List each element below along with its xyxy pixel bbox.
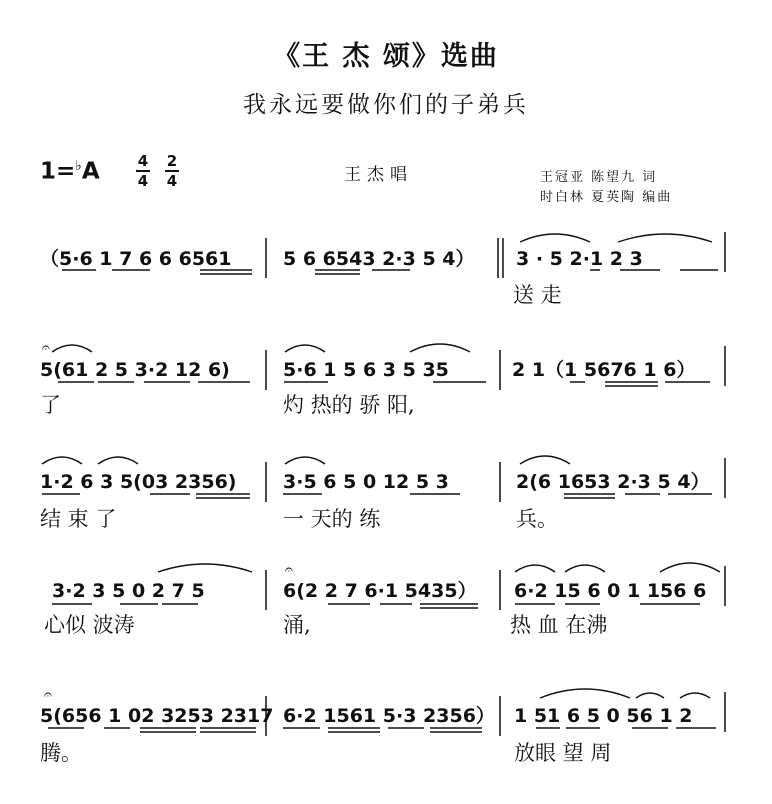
lyric-5-1: 腾。 [40, 741, 82, 765]
lyric-2-1: 了 [40, 393, 61, 417]
lyric-1-3: 送 走 [513, 283, 562, 307]
measure-1-1: （5·6 1 7 6 6 6561 [40, 248, 232, 270]
measure-4-1: 3·2 3 5 0 2 7 5 [52, 580, 205, 602]
slurs [520, 234, 712, 242]
score-row-1 [40, 232, 725, 307]
measure-5-1: 5(656 1 02 3253 2317 [40, 705, 274, 727]
measure-1-2: 5 6 6543 2·3 5 4） [283, 248, 475, 270]
time-sig-bottom: 4 [166, 172, 178, 190]
score-row-4 [44, 562, 725, 637]
measure-4-2: 6(2 2 7 6·1 5435） [283, 580, 477, 602]
lyric-4-3: 热 血 在沸 [510, 613, 608, 637]
composer-credit: 时白林 夏英陶 编曲 [540, 190, 673, 205]
underlines [58, 382, 710, 386]
lyric-3-2: 一 天的 练 [283, 507, 381, 531]
measure-3-1: 1·2 6 3 5(03 2356) [40, 471, 237, 493]
slurs [540, 689, 710, 698]
lyric-3-1: 结 束 了 [40, 507, 117, 531]
fermata-icon: 𝄐 [44, 687, 52, 703]
slurs [52, 344, 470, 352]
score-row-3 [40, 456, 725, 531]
flat-sign: ♭ [75, 158, 82, 174]
lyric-4-1: 心似 波涛 [44, 613, 135, 637]
measure-5-3: 1 51 6 5 0 56 1 2 [514, 705, 693, 727]
fermata-icon: 𝄐 [42, 340, 50, 356]
measure-1-3: 3 · 5 2·1 2 3 [516, 248, 643, 270]
score-row-2 [40, 340, 725, 417]
slurs [158, 563, 720, 572]
measure-3-2: 3·5 6 5 0 12 5 3 [283, 471, 449, 493]
lyricist-credit: 王冠亚 陈望九 词 [540, 170, 658, 185]
key-prefix: 1= [40, 158, 76, 185]
singer-credit: 王杰唱 [344, 165, 413, 185]
measure-2-2: 5·6 1 5 6 3 5 35 [283, 359, 449, 381]
measure-2-3: 2 1（1 5676 1 6） [512, 359, 696, 381]
lyric-2-2: 灼 热的 骄 阳, [283, 393, 415, 417]
measure-2-1: 5(61 2 5 3·2 12 6) [40, 359, 230, 381]
fermata-icon: 𝄐 [285, 562, 293, 578]
lyric-4-2: 涌, [283, 613, 311, 637]
time-sig-top: 2 [166, 152, 178, 170]
underlines [62, 270, 718, 274]
key-note: A [81, 158, 100, 185]
score-row-5 [40, 687, 725, 765]
measure-5-2: 6·2 1561 5·3 2356） [283, 705, 495, 727]
time-sig-top: 4 [137, 152, 149, 170]
underlines [42, 494, 712, 498]
lyric-3-3: 兵。 [516, 507, 558, 531]
time-sig-bottom: 4 [137, 172, 149, 190]
song-title: 《王 杰 颂》选曲 [273, 41, 499, 72]
underlines [48, 728, 716, 732]
slurs [42, 456, 570, 464]
underlines [52, 604, 700, 608]
lyric-5-3: 放眼 望 周 [514, 741, 612, 765]
song-subtitle: 我永远要做你们的子弟兵 [243, 92, 529, 118]
measure-4-3: 6·2 15 6 0 1 156 6 [514, 580, 707, 602]
measure-3-3: 2(6 1653 2·3 5 4） [516, 471, 710, 493]
